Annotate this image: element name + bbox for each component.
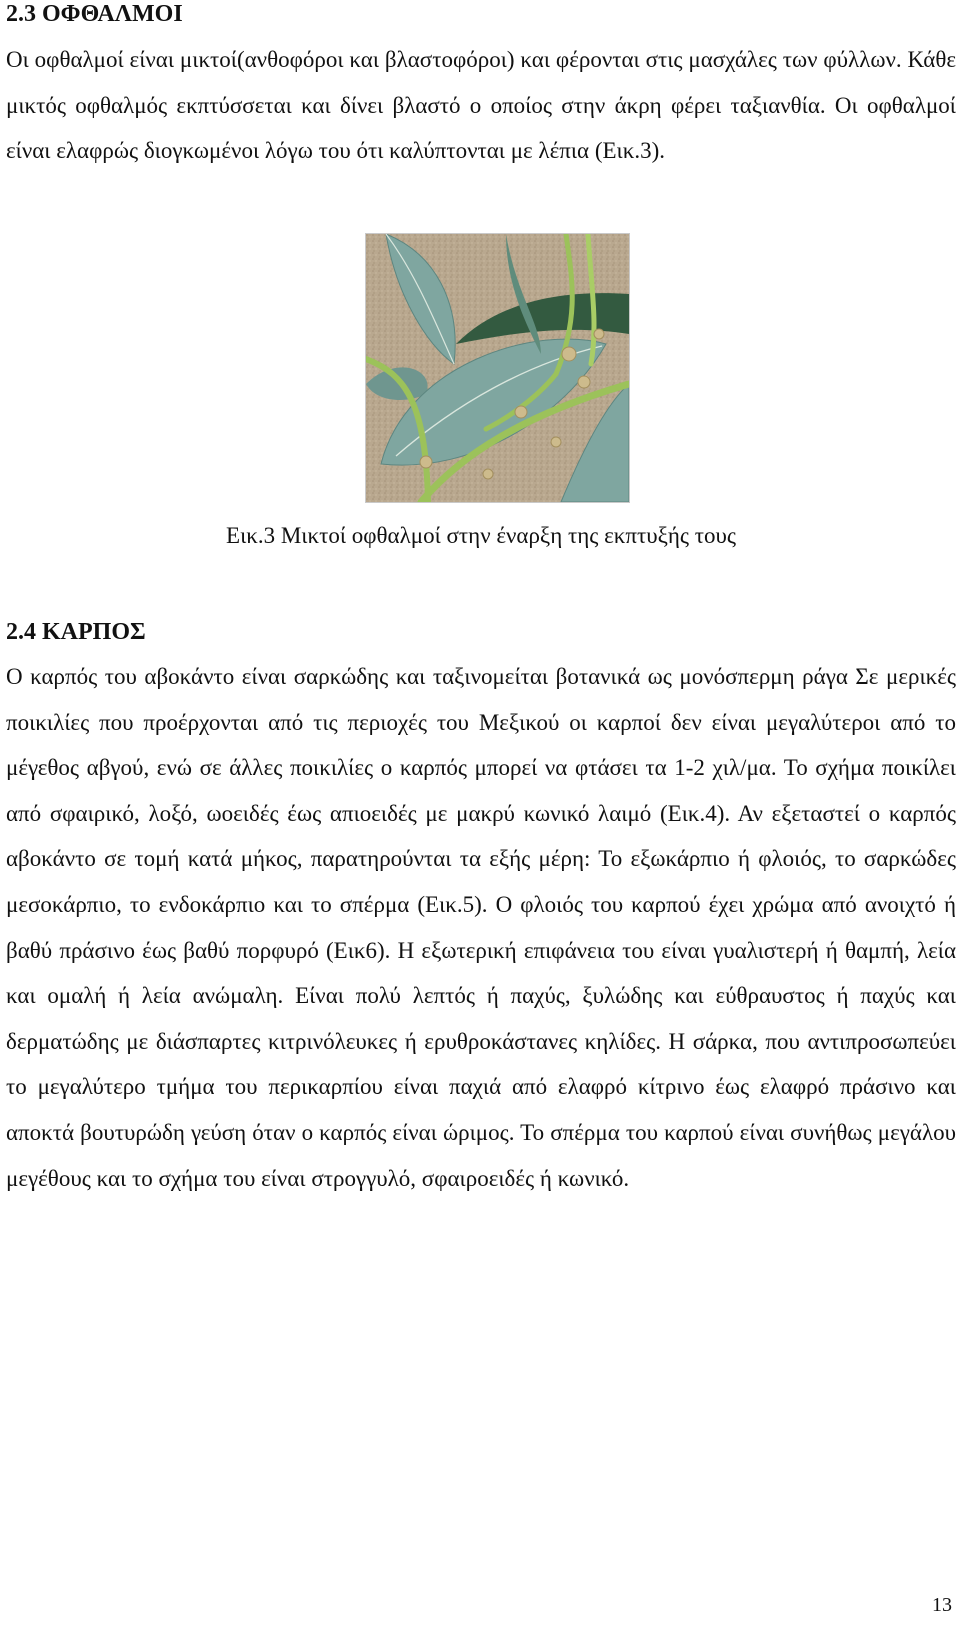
bud [578, 376, 590, 388]
bud [515, 406, 527, 418]
bud [562, 347, 576, 361]
bud [483, 469, 493, 479]
bud [551, 437, 561, 447]
bud [594, 329, 604, 339]
section-heading-fruit: 2.4 ΚΑΡΠΟΣ [6, 619, 146, 645]
figure-caption: Εικ.3 Μικτοί οφθαλμοί στην έναρξη της εκπτυξής τους [226, 523, 736, 548]
section-heading-eyes: 2.3 ΟΦΘΑΛΜΟΙ [6, 1, 183, 27]
figure-avocado-buds [365, 233, 630, 503]
bud [420, 456, 432, 468]
section-text-fruit: Ο καρπός του αβοκάντο είναι σαρκώδης και ταξινομείται βοτανικά ως μονόσπερμη ράγα Σε μερικές ποικιλίες που προέρχονται από τις περιοχές του Μεξικού οι καρποί δεν είναι μεγαλύτεροι από το μέγεθος αβγού, ενώ σε άλλες ποικιλίες ο καρπός μπορεί να φτάσει τα 1-2 χιλ/μα. Το σχήμα ποικίλει από σφαιρικό, λοξό, ωοειδές έως απιοειδές με μακρύ κωνικό λαιμό (Εικ.4). Αν εξεταστεί ο καρπός αβοκάντο σε τομή κατά μήκος, παρατηρούνται τα εξής μέρη: Το εξωκάρπιο ή φλοιός, το σαρκώδες μεσοκάρπιο, το ενδοκάρπιο και το σπέρμα (Εικ.5). Ο φλοιός του καρπού έχει χρώμα από ανοιχτό ή βαθύ πράσινο έως βαθύ πορφυρό (Εικ6). Η εξωτερική επιφάνεια του είναι γυαλιστερή ή θαμπή, λεία και ομαλή ή λεία ανώμαλη. Είναι πολύ λεπτός ή παχύς, ξυλώδης και εύθραυστος ή παχύς και δερματώδης με διάσπαρτες κιτρινόλευκες ή ερυθροκάστανες κηλίδες. Η σάρκα, που αντιπροσωπεύει το μεγαλύτερο τμήμα του περικαρπίου είναι παχιά από ελαφρό κίτρινο έως ελαφρό πράσινο και αποκτά βουτυρώδη γεύση όταν ο καρπός είναι ώριμος. Το σπέρμα του καρπού είναι συνήθως μεγάλου μεγέθους και το σχήμα του είναι στρογγυλό, σφαιροειδές ή κωνικό. [6, 664, 956, 1191]
avocado-buds-photo [366, 234, 629, 502]
page-number: 13 [932, 1594, 952, 1616]
section-text-eyes: Οι οφθαλμοί είναι μικτοί(ανθοφόροι και βλαστοφόροι) και φέρονται στις μασχάλες των φύλλων. Κάθε μικτός οφθαλμός εκπτύσσεται και δίνει βλαστό ο οποίος στην άκρη φέρει ταξιανθία. Οι οφθαλμοί είναι ελαφρώς διογκωμένοι λόγω του ότι καλύπτονται με λέπια (Εικ.3). [6, 47, 956, 164]
